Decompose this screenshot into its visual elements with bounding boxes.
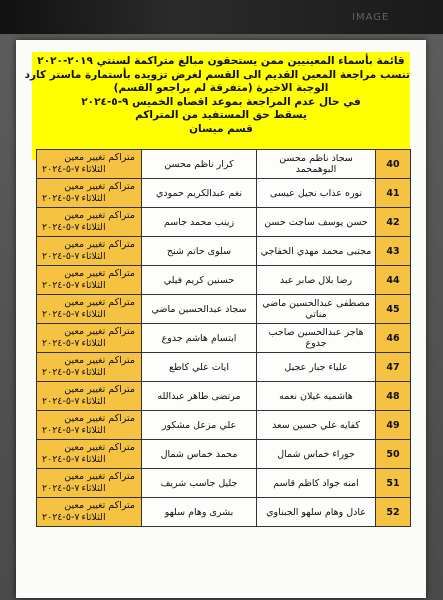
person-name: حسن يوسف ساجت حسن [257, 208, 376, 237]
date-label: ٧-٥-٢٠٢٤ [42, 425, 80, 436]
person-name: كفايه علي حسين سعد [257, 411, 376, 440]
status-label: متراكم تغيير معين [64, 152, 135, 163]
person-name: امنه جواد كاظم قاسم [257, 469, 376, 498]
header-line-6: قسم ميسان [189, 122, 253, 135]
status-date-cell [37, 324, 142, 353]
person-name: رضا بلال صابر عبد [257, 266, 376, 295]
header-line-1: قائمة بأسماء المعينيين ممن يستحقون مبالغ متراكمة لسنتي ٢٠١٩-٢٠٢٠ [37, 55, 405, 67]
day-label: الثلاثاء [81, 280, 106, 291]
person-name: مجتبى محمد مهدي الخفاجي [257, 237, 376, 266]
status-date-cell [37, 411, 142, 440]
date-label: ٧-٥-٢٠٢٤ [42, 251, 80, 262]
date-label: ٧-٥-٢٠٢٤ [42, 454, 80, 465]
person-name: هاشميه غيلان نعمه [257, 382, 376, 411]
row-number: 40 [376, 150, 411, 179]
status-date-cell [37, 208, 142, 237]
caregiver-name: محمد خماس شمال [142, 440, 257, 469]
caregiver-name: زينب محمد جاسم [142, 208, 257, 237]
status-date-cell [37, 179, 142, 208]
caregiver-name: ايات علي كاطع [142, 353, 257, 382]
status-date-cell [37, 353, 142, 382]
records-table-body [37, 150, 411, 527]
day-label: الثلاثاء [81, 396, 106, 407]
day-label: الثلاثاء [81, 483, 106, 494]
table-row [37, 498, 411, 527]
caregiver-name: حسنين كريم فيلي [142, 266, 257, 295]
status-date-cell [37, 237, 142, 266]
date-label: ٧-٥-٢٠٢٤ [42, 193, 80, 204]
table-row [37, 179, 411, 208]
status-label: متراكم تغيير معين [64, 355, 135, 366]
status-label: متراكم تغيير معين [64, 500, 135, 511]
person-name: هاجر عبدالحسين صاحب جدوع [257, 324, 376, 353]
row-number: 50 [376, 440, 411, 469]
table-row [37, 237, 411, 266]
table-row [37, 469, 411, 498]
person-name: علياء جبار عجيل [257, 353, 376, 382]
date-label: ٧-٥-٢٠٢٤ [42, 483, 80, 494]
table-row [37, 295, 411, 324]
row-number: 52 [376, 498, 411, 527]
records-table [36, 149, 411, 527]
status-date-cell [37, 266, 142, 295]
day-label: الثلاثاء [81, 251, 106, 262]
caregiver-name: جليل جاسب شريف [142, 469, 257, 498]
day-label: الثلاثاء [81, 193, 106, 204]
status-label: متراكم تغيير معين [64, 210, 135, 221]
status-date-cell [37, 382, 142, 411]
watermark: IMAGE [352, 12, 390, 23]
status-date-cell [37, 295, 142, 324]
day-label: الثلاثاء [81, 367, 106, 378]
person-name: مصطفى عبدالحسين ماضي مناتي [257, 295, 376, 324]
person-name: عادل وهام سلهو الجبناوي [257, 498, 376, 527]
day-label: الثلاثاء [81, 338, 106, 349]
date-label: ٧-٥-٢٠٢٤ [42, 309, 80, 320]
status-date-cell [37, 498, 142, 527]
caregiver-name: كرار ناظم محسن [142, 150, 257, 179]
day-label: الثلاثاء [81, 309, 106, 320]
date-label: ٧-٥-٢٠٢٤ [42, 396, 80, 407]
row-number: 49 [376, 411, 411, 440]
date-label: ٧-٥-٢٠٢٤ [42, 164, 80, 175]
status-label: متراكم تغيير معين [64, 326, 135, 337]
table-row [37, 150, 411, 179]
status-label: متراكم تغيير معين [64, 297, 135, 308]
person-name: حوراء خماس شمال [257, 440, 376, 469]
row-number: 45 [376, 295, 411, 324]
status-label: متراكم تغيير معين [64, 268, 135, 279]
day-label: الثلاثاء [81, 164, 106, 175]
caregiver-name: علي مزعل مشكور [142, 411, 257, 440]
table-row [37, 411, 411, 440]
row-number: 44 [376, 266, 411, 295]
date-label: ٧-٥-٢٠٢٤ [42, 222, 80, 233]
table-row [37, 208, 411, 237]
date-label: ٧-٥-٢٠٢٤ [42, 280, 80, 291]
row-number: 42 [376, 208, 411, 237]
caregiver-name: سلوى حاتم شنج [142, 237, 257, 266]
caregiver-name: ابتسام هاشم جدوع [142, 324, 257, 353]
day-label: الثلاثاء [81, 512, 106, 523]
header-line-5: يسقط حق المستفيد من المتراكم [135, 109, 307, 121]
status-label: متراكم تغيير معين [64, 471, 135, 482]
row-number: 47 [376, 353, 411, 382]
caregiver-name: مرتضى طاهر عبدالله [142, 382, 257, 411]
table-row [37, 266, 411, 295]
table-row [37, 440, 411, 469]
person-name: نوره عذاب نجيل عيسى [257, 179, 376, 208]
document-header [24, 52, 410, 160]
status-date-cell [37, 150, 142, 179]
date-label: ٧-٥-٢٠٢٤ [42, 367, 80, 378]
row-number: 43 [376, 237, 411, 266]
table-row [37, 353, 411, 382]
date-label: ٧-٥-٢٠٢٤ [42, 512, 80, 523]
header-line-2: تنسب مراجعة المعين القديم الى القسم لغرض تزويده بأستمارة ماستر كارد [24, 68, 410, 81]
status-label: متراكم تغيير معين [64, 442, 135, 453]
status-date-cell [37, 469, 142, 498]
row-number: 51 [376, 469, 411, 498]
row-number: 41 [376, 179, 411, 208]
header-line-3: الوجبة الاخيرة (متفرقة لم يراجعو القسم) [113, 82, 329, 94]
day-label: الثلاثاء [81, 454, 106, 465]
date-label: ٧-٥-٢٠٢٤ [42, 338, 80, 349]
caregiver-name: بشرى وهام سلهو [142, 498, 257, 527]
person-name: سجاد ناظم محسن البوهمحمد [257, 150, 376, 179]
table-row [37, 324, 411, 353]
caregiver-name: نغم عبدالكريم حمودي [142, 179, 257, 208]
status-label: متراكم تغيير معين [64, 384, 135, 395]
day-label: الثلاثاء [81, 222, 106, 233]
header-line-4: في حال عدم المراجعة بموعد اقصاه الخميس ٩-٥-٢٠٢٤ [81, 95, 361, 108]
table-row [37, 382, 411, 411]
caregiver-name: سجاد عبدالحسين ماضي [142, 295, 257, 324]
row-number: 48 [376, 382, 411, 411]
row-number: 46 [376, 324, 411, 353]
status-label: متراكم تغيير معين [64, 239, 135, 250]
status-label: متراكم تغيير معين [64, 413, 135, 424]
day-label: الثلاثاء [81, 425, 106, 436]
status-date-cell [37, 440, 142, 469]
status-label: متراكم تغيير معين [64, 181, 135, 192]
